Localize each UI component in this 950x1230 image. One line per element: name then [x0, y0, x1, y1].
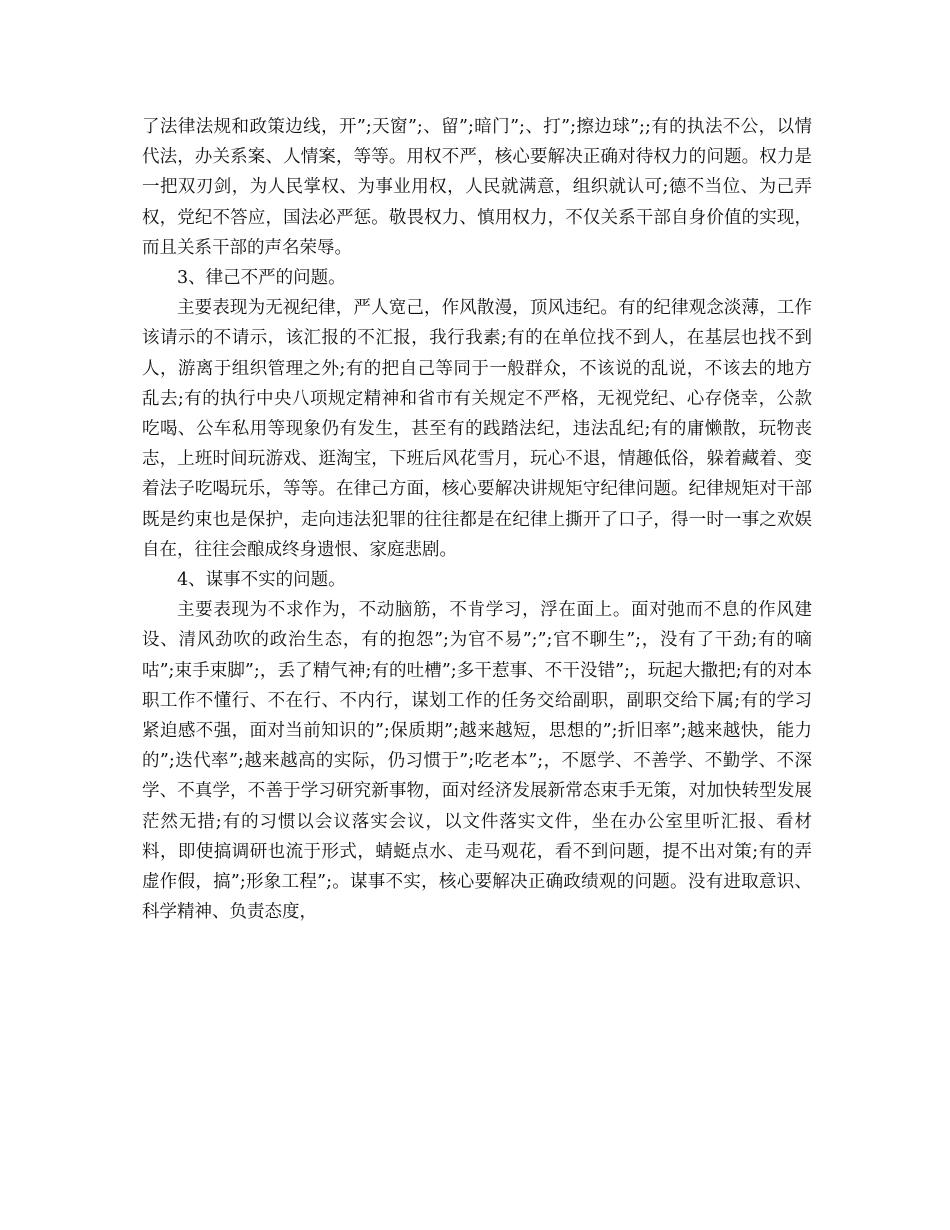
paragraph-practical-work: 主要表现为不求作为，不动脑筋，不肯学习，浮在面上。面对弛而不息的作风建设、清风劲吹的政治生态，有的抱怨”;为官不易”;”;官不聊生”;，没有了干劲;有的嘀咕”;束手束脚”;，丢了精气神;有的吐槽”;多干惹事、不干没错”;，玩起大撒把;有的对本职工作不懂行、不在行、不内行，谋划工作的任务交给副职，副职交给下属;有的学习紧迫感不强，面对当前知识的”;保质期”;越来越短，思想的”;折旧率”;越来越快，能力的”;迭代率”;越来越高的实际，仍习惯于”;吃老本”;，不愿学、不善学、不勤学、不深学、不真学，不善于学习研究新事物，面对经济发展新常态束手无策，对加快转型发展茫然无措;有的习惯以会议落实会议，以文件落实文件，坐在办公室里听汇报、看材料，即使搞调研也流于形式，蜻蜓点水、走马观花，看不到问题，提不出对策;有的弄虚作假，搞”;形象工程”;。谋事不实，核心要解决正确政绩观的问题。没有进取意识、科学精神、负责态度， — [142, 600, 812, 923]
section-heading-practical-work: 4、谋事不实的问题。 — [177, 570, 346, 591]
paragraph-self-discipline: 主要表现为无视纪律，严人宽己，作风散漫，顶风违纪。有的纪律观念淡薄，工作该请示的不请示，该汇报的不汇报，我行我素;有的在单位找不到人，在基层也找不到人，游离于组织管理之外;有的把自己等同于一般群众，不该说的乱说，不该去的地方乱去;有的执行中央八项规定精神和省市有关规定不严格，无视党纪、心存侥幸，公款吃喝、公车私用等现象仍有发生，甚至有的践踏法纪，违法乱纪;有的庸懒散，玩物丧志，上班时间玩游戏、逛淘宝，下班后风花雪月，玩心不退，情趣低俗，躲着藏着、变着法子吃喝玩乐，等等。在律己方面，核心要解决讲规矩守纪律问题。纪律规矩对干部既是约束也是保护，走向违法犯罪的往往都是在纪律上撕开了口子，得一时一事之欢娱自在，往往会酿成终身遗恨、家庭悲剧。 — [142, 298, 812, 560]
document-body — [142, 112, 812, 927]
paragraph-power-misuse: 了法律法规和政策边线，开”;天窗”;、留”;暗门”;、打”;擦边球”;;有的执法不公，以情代法，办关系案、人情案，等等。用权不严，核心要解决正确对待权力的问题。权力是一把双刃剑，为人民掌权、为事业用权，人民就满意，组织就认可;德不当位、为己弄权，党纪不答应，国法必严惩。敬畏权力、慎用权力，不仅关系干部自身价值的实现，而且关系干部的声名荣辱。 — [142, 117, 812, 258]
section-heading-self-discipline: 3、律己不严的问题。 — [177, 268, 346, 289]
